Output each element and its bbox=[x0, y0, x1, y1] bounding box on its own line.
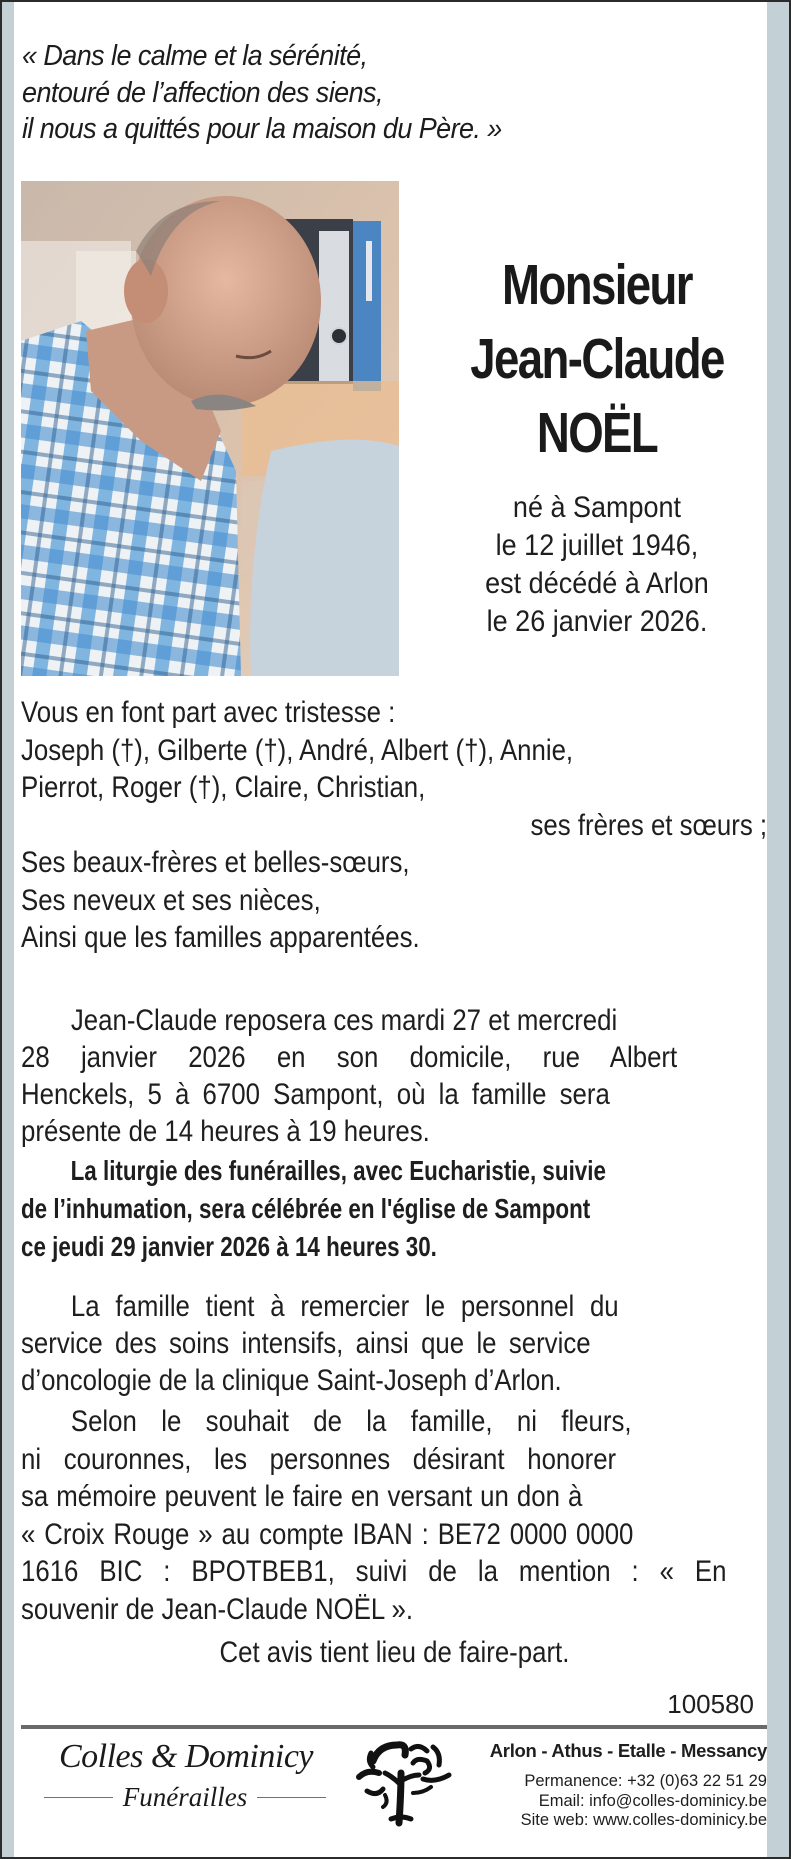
birth-date: le 12 juillet 1946, bbox=[495, 529, 699, 562]
reference-number: 100580 bbox=[667, 1689, 754, 1719]
family-announcement bbox=[21, 694, 767, 957]
family-intro: Vous en font part avec tristesse : bbox=[21, 696, 396, 729]
footer-divider bbox=[21, 1725, 767, 1729]
email-line: Email: info@colles-dominicy.be bbox=[538, 1791, 767, 1810]
tree-icon bbox=[349, 1733, 459, 1827]
iban-line: « Croix Rouge » au compte IBAN : BE72 0000 0000 bbox=[21, 1517, 634, 1551]
family-line: Ses beaux-frères et belles-sœurs, bbox=[21, 846, 410, 879]
obituary-notice bbox=[14, 2, 767, 1857]
deceased-title: Monsieur bbox=[502, 253, 692, 317]
portrait-photo bbox=[21, 181, 399, 676]
siblings-line: Pierrot, Roger (†), Claire, Christian, bbox=[21, 771, 426, 804]
funeral-home-branches: Arlon - Athus - Etalle - Messancy bbox=[489, 1740, 767, 1761]
deceased-last-name: NOËL bbox=[536, 401, 658, 465]
paragraph-line: 28 janvier 2026 en son domicile, rue Albert bbox=[21, 1041, 678, 1074]
deceased-first-name: Jean-Claude bbox=[470, 327, 724, 391]
closing-text: Cet avis tient lieu de faire-part. bbox=[219, 1636, 569, 1669]
opening-quote bbox=[22, 38, 502, 148]
visitation-paragraph bbox=[21, 1002, 767, 1150]
deceased-name bbox=[434, 248, 760, 470]
paragraph-line: de l’inhumation, sera célébrée en l'église de Sampont bbox=[21, 1193, 591, 1224]
decorative-rule bbox=[44, 1797, 113, 1799]
paragraph-line: ce jeudi 29 janvier 2026 à 14 heures 30. bbox=[21, 1231, 437, 1262]
quote-line: il nous a quittés pour la maison du Père. » bbox=[22, 113, 502, 145]
death-date: le 26 janvier 2026. bbox=[486, 605, 708, 638]
closing-line bbox=[21, 1634, 767, 1672]
quote-line: entouré de l’affection des siens, bbox=[22, 76, 383, 109]
family-line: Ses neveux et ses nièces, bbox=[21, 883, 321, 917]
family-line: Ainsi que les familles apparentées. bbox=[21, 921, 420, 954]
funeral-paragraph bbox=[21, 1152, 767, 1266]
decorative-rule bbox=[257, 1797, 326, 1799]
paragraph-line: ni couronnes, les personnes désirant honorer bbox=[21, 1442, 617, 1476]
paragraph-line: Selon le souhait de la famille, ni fleurs, bbox=[70, 1405, 632, 1438]
paragraph-line: Henckels, 5 à 6700 Sampont, où la famille sera bbox=[21, 1078, 610, 1111]
paragraph-line: La liturgie des funérailles, avec Eucharistie, suivie bbox=[70, 1155, 606, 1186]
birth-death-info bbox=[434, 489, 760, 641]
birth-place: né à Sampont bbox=[512, 491, 682, 524]
paragraph-line: souvenir de Jean-Claude NOËL ». bbox=[21, 1592, 414, 1626]
thanks-paragraph bbox=[21, 1288, 767, 1399]
paragraph-line: d’oncologie de la clinique Saint-Joseph d’Arlon. bbox=[21, 1364, 562, 1397]
funeral-home-subtitle bbox=[44, 1782, 326, 1813]
subtitle-text: Funérailles bbox=[122, 1782, 248, 1812]
paragraph-line: présente de 14 heures à 19 heures. bbox=[21, 1115, 430, 1148]
siblings-line: Joseph (†), Gilberte (†), André, Albert (†), Annie, bbox=[21, 733, 574, 767]
donation-paragraph bbox=[21, 1403, 767, 1628]
paragraph-line: sa mémoire peuvent le faire en versant un don à bbox=[21, 1480, 583, 1513]
death-place: est décédé à Arlon bbox=[485, 567, 709, 600]
bic-line: 1616 BIC : BPOTBEB1, suivi de la mention : « En bbox=[21, 1555, 727, 1588]
paragraph-line: Jean-Claude reposera ces mardi 27 et mercredi bbox=[70, 1004, 618, 1037]
paragraph-line: La famille tient à remercier le personnel du bbox=[70, 1290, 619, 1323]
funeral-home-contact bbox=[470, 1772, 767, 1831]
website-line: Site web: www.colles-dominicy.be bbox=[520, 1811, 767, 1829]
siblings-role bbox=[21, 807, 767, 845]
funeral-home-name: Colles & Dominicy bbox=[58, 1738, 314, 1775]
siblings-role-text: ses frères et sœurs ; bbox=[530, 808, 767, 842]
quote-line: « Dans le calme et la sérénité, bbox=[22, 40, 368, 72]
paragraph-line: service des soins intensifs, ainsi que le service bbox=[21, 1327, 591, 1360]
phone-line: Permanence: +32 (0)63 22 51 29 bbox=[524, 1772, 767, 1790]
portrait-image bbox=[21, 181, 399, 676]
